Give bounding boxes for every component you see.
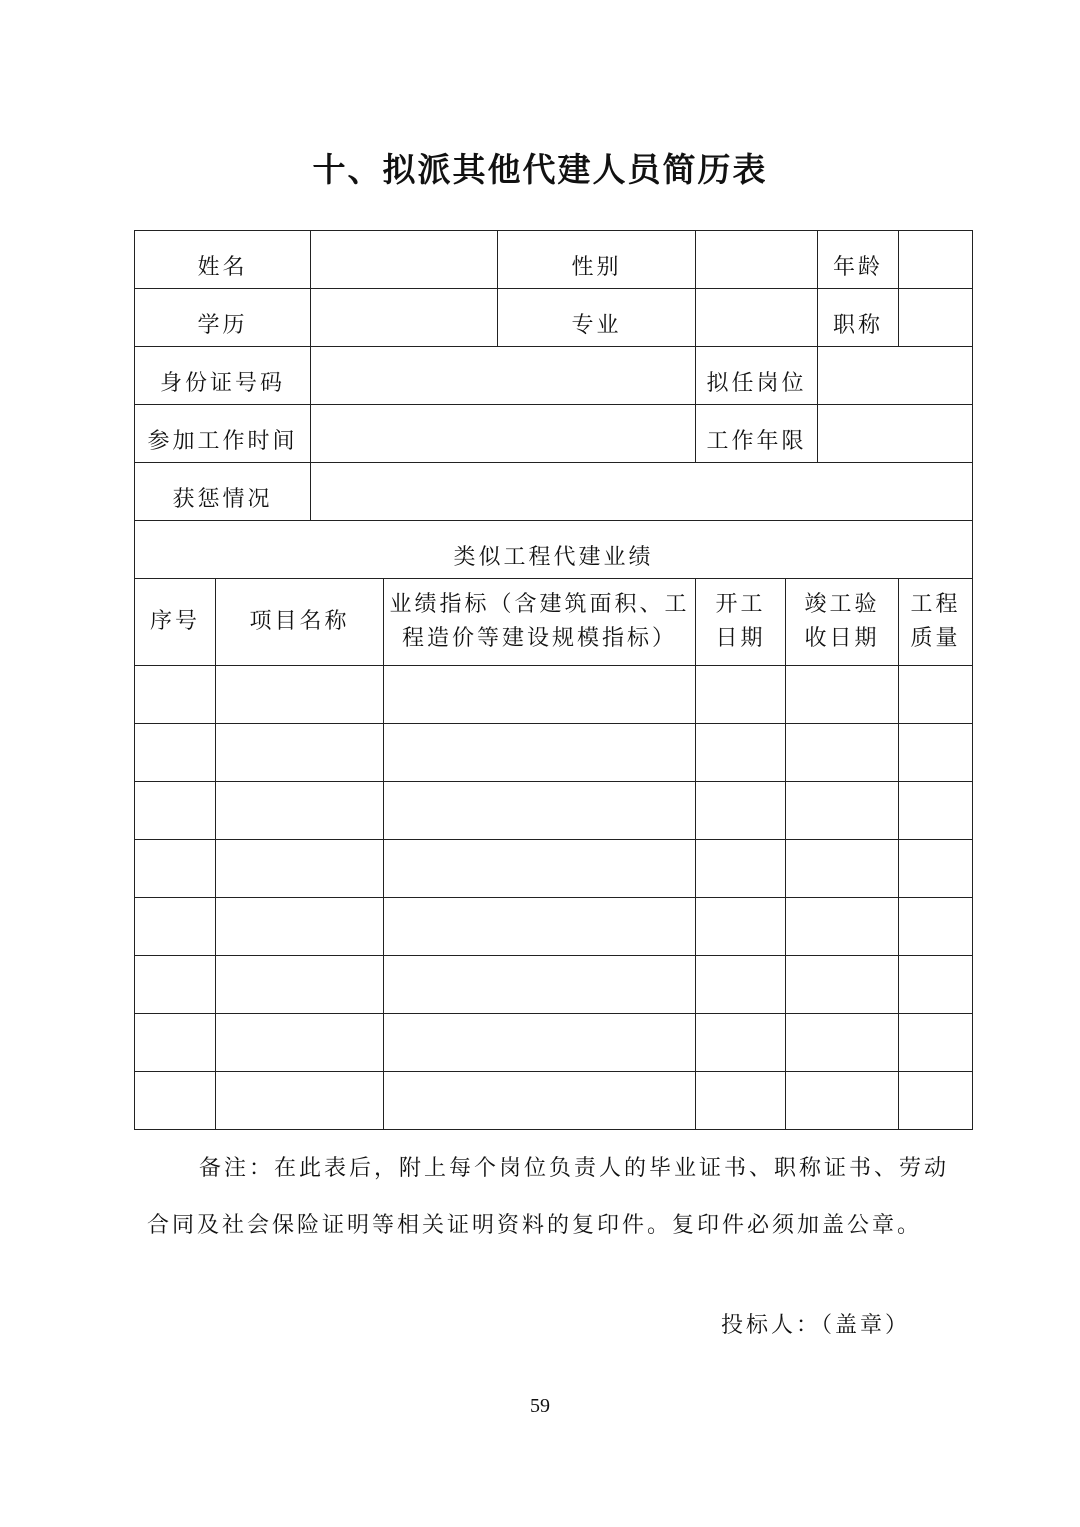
label-awards: 获惩情况 bbox=[135, 463, 311, 521]
input-job-title[interactable] bbox=[899, 289, 973, 347]
label-education: 学历 bbox=[135, 289, 311, 347]
label-id-number: 身份证号码 bbox=[135, 347, 311, 405]
input-awards[interactable] bbox=[311, 463, 973, 521]
header-indicator: 业绩指标（含建筑面积、工 程造价等建设规模指标） bbox=[384, 579, 696, 666]
header-project: 项目名称 bbox=[216, 579, 384, 666]
section-title: 类似工程代建业绩 bbox=[135, 521, 973, 579]
table-row bbox=[135, 724, 973, 782]
resume-form-table bbox=[134, 230, 973, 1130]
page-title: 十、拟派其他代建人员简历表 bbox=[312, 150, 768, 189]
input-id-number[interactable] bbox=[311, 347, 696, 405]
label-name: 姓名 bbox=[135, 231, 311, 289]
header-quality: 工程 质量 bbox=[899, 579, 973, 666]
label-gender: 性别 bbox=[498, 231, 696, 289]
table-row bbox=[135, 840, 973, 898]
label-work-start: 参加工作时间 bbox=[135, 405, 311, 463]
page-number: 59 bbox=[530, 1395, 550, 1417]
input-age[interactable] bbox=[899, 231, 973, 289]
input-work-start[interactable] bbox=[311, 405, 696, 463]
header-index: 序号 bbox=[135, 579, 216, 666]
input-work-years[interactable] bbox=[818, 405, 973, 463]
table-row bbox=[135, 666, 973, 724]
remark-note: 备注：在此表后，附上每个岗位负责人的毕业证书、职称证书、劳动合同及社会保险证明等相关证明资料的复印件。复印件必须加盖公章。 bbox=[147, 1156, 950, 1238]
bidder-signature: 投标人：（盖章） bbox=[720, 1313, 910, 1338]
table-row bbox=[135, 1072, 973, 1130]
header-acceptance-date: 竣工验 收日期 bbox=[786, 579, 899, 666]
header-start-date: 开工 日期 bbox=[696, 579, 786, 666]
label-position: 拟任岗位 bbox=[696, 347, 818, 405]
label-age: 年龄 bbox=[818, 231, 899, 289]
input-major[interactable] bbox=[696, 289, 818, 347]
table-row bbox=[135, 782, 973, 840]
input-education[interactable] bbox=[311, 289, 498, 347]
table-row bbox=[135, 898, 973, 956]
table-row bbox=[135, 1014, 973, 1072]
label-work-years: 工作年限 bbox=[696, 405, 818, 463]
input-position[interactable] bbox=[818, 347, 973, 405]
table-row bbox=[135, 956, 973, 1014]
input-name[interactable] bbox=[311, 231, 498, 289]
label-job-title: 职称 bbox=[818, 289, 899, 347]
input-gender[interactable] bbox=[696, 231, 818, 289]
label-major: 专业 bbox=[498, 289, 696, 347]
